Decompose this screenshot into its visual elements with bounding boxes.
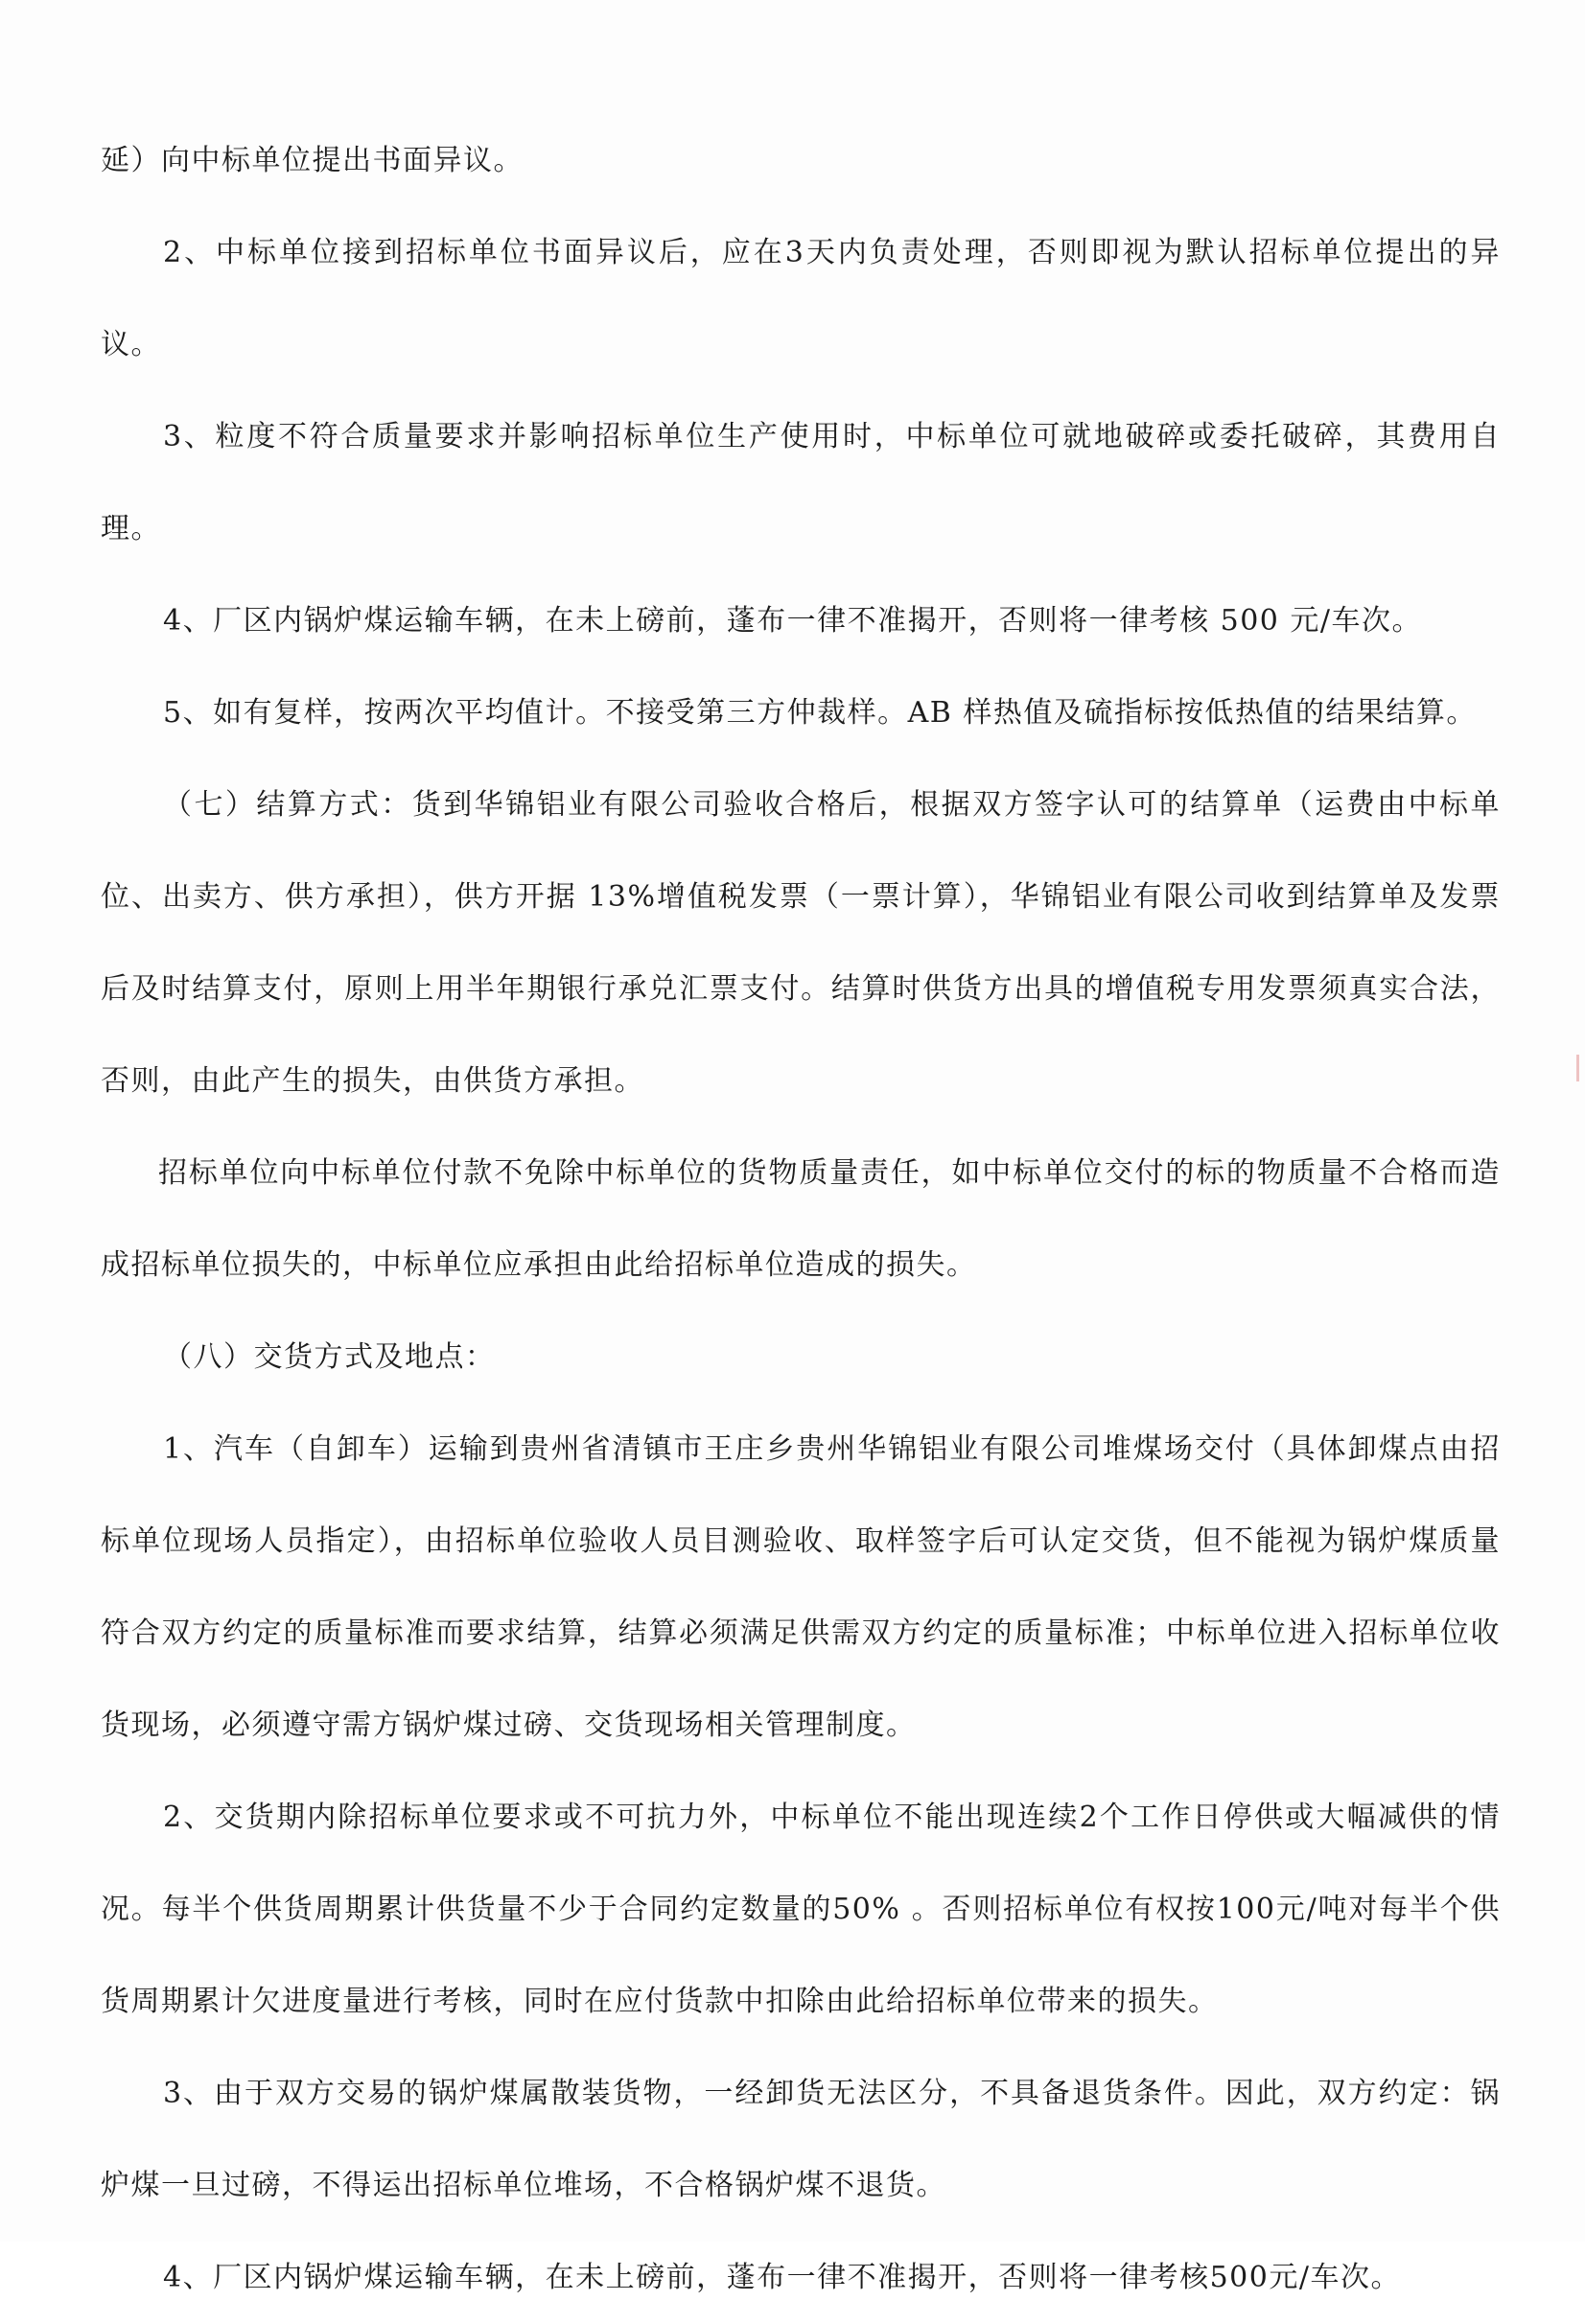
paragraph-granularity: 3、粒度不符合质量要求并影响招标单位生产使用时，中标单位可就地破碎或委托破碎，其费用自理。 <box>101 420 1501 546</box>
paragraph-settlement-method: （七）结算方式：货到华锦铝业有限公司验收合格后，根据双方签字认可的结算单（运费由中标单位、出卖方、供方承担），供方开据 13%增值税发票（一票计算），华锦铝业有限公司收到结算单及发票后及时结算支付，原则上用半年期银行承兑汇票支付。结算时供货方出具的增值税专用发票须真实合法，否则，由此产生的损失，由供货方承担。 <box>101 788 1501 1098</box>
section-heading-delivery: （八）交货方式及地点： <box>163 1340 496 1374</box>
paragraph-objection-handling: 2、中标单位接到招标单位书面异议后，应在3天内负责处理，否则即视为默认招标单位提出的异议。 <box>101 236 1501 361</box>
paragraph-tarpaulin-rule: 4、厂区内锅炉煤运输车辆，在未上磅前，蓬布一律不准揭开，否则将一律考核 500 元/车次。 <box>163 604 1423 638</box>
paragraph-tarpaulin-rule-repeat: 4、厂区内锅炉煤运输车辆，在未上磅前，蓬布一律不准揭开，否则将一律考核500元/车次。 <box>163 2261 1401 2294</box>
paragraph-delivery-period: 2、交货期内除招标单位要求或不可抗力外，中标单位不能出现连续2个工作日停供或大幅减供的情况。每半个供货周期累计供货量不少于合同约定数量的50% 。否则招标单位有权按100元/吨对每半个供货周期累计欠进度量进行考核，同时在应付货款中扣除由此给招标单位带来的损失。 <box>101 1801 1501 2018</box>
paragraph-resample: 5、如有复样，按两次平均值计。不接受第三方仲裁样。AB 样热值及硫指标按低热值的结果结算。 <box>163 696 1477 730</box>
paragraph-objection-continued: 延）向中标单位提出书面异议。 <box>101 144 524 177</box>
paragraph-payment-liability: 招标单位向中标单位付款不免除中标单位的货物质量责任，如中标单位交付的标的物质量不合格而造成招标单位损失的，中标单位应承担由此给招标单位造成的损失。 <box>101 1156 1501 1282</box>
scan-artifact <box>1576 1055 1579 1081</box>
document-body <box>101 115 1501 2324</box>
paragraph-delivery-location: 1、汽车（自卸车）运输到贵州省清镇市王庄乡贵州华锦铝业有限公司堆煤场交付（具体卸煤点由招标单位现场人员指定），由招标单位验收人员目测验收、取样签字后可认定交货，但不能视为锅炉煤质量符合双方约定的质量标准而要求结算，结算必须满足供需双方约定的质量标准；中标单位进入招标单位收货现场，必须遵守需方锅炉煤过磅、交货现场相关管理制度。 <box>101 1432 1501 1742</box>
paragraph-no-return: 3、由于双方交易的锅炉煤属散装货物，一经卸货无法区分，不具备退货条件。因此，双方约定：锅炉煤一旦过磅，不得运出招标单位堆场，不合格锅炉煤不退货。 <box>101 2077 1501 2202</box>
